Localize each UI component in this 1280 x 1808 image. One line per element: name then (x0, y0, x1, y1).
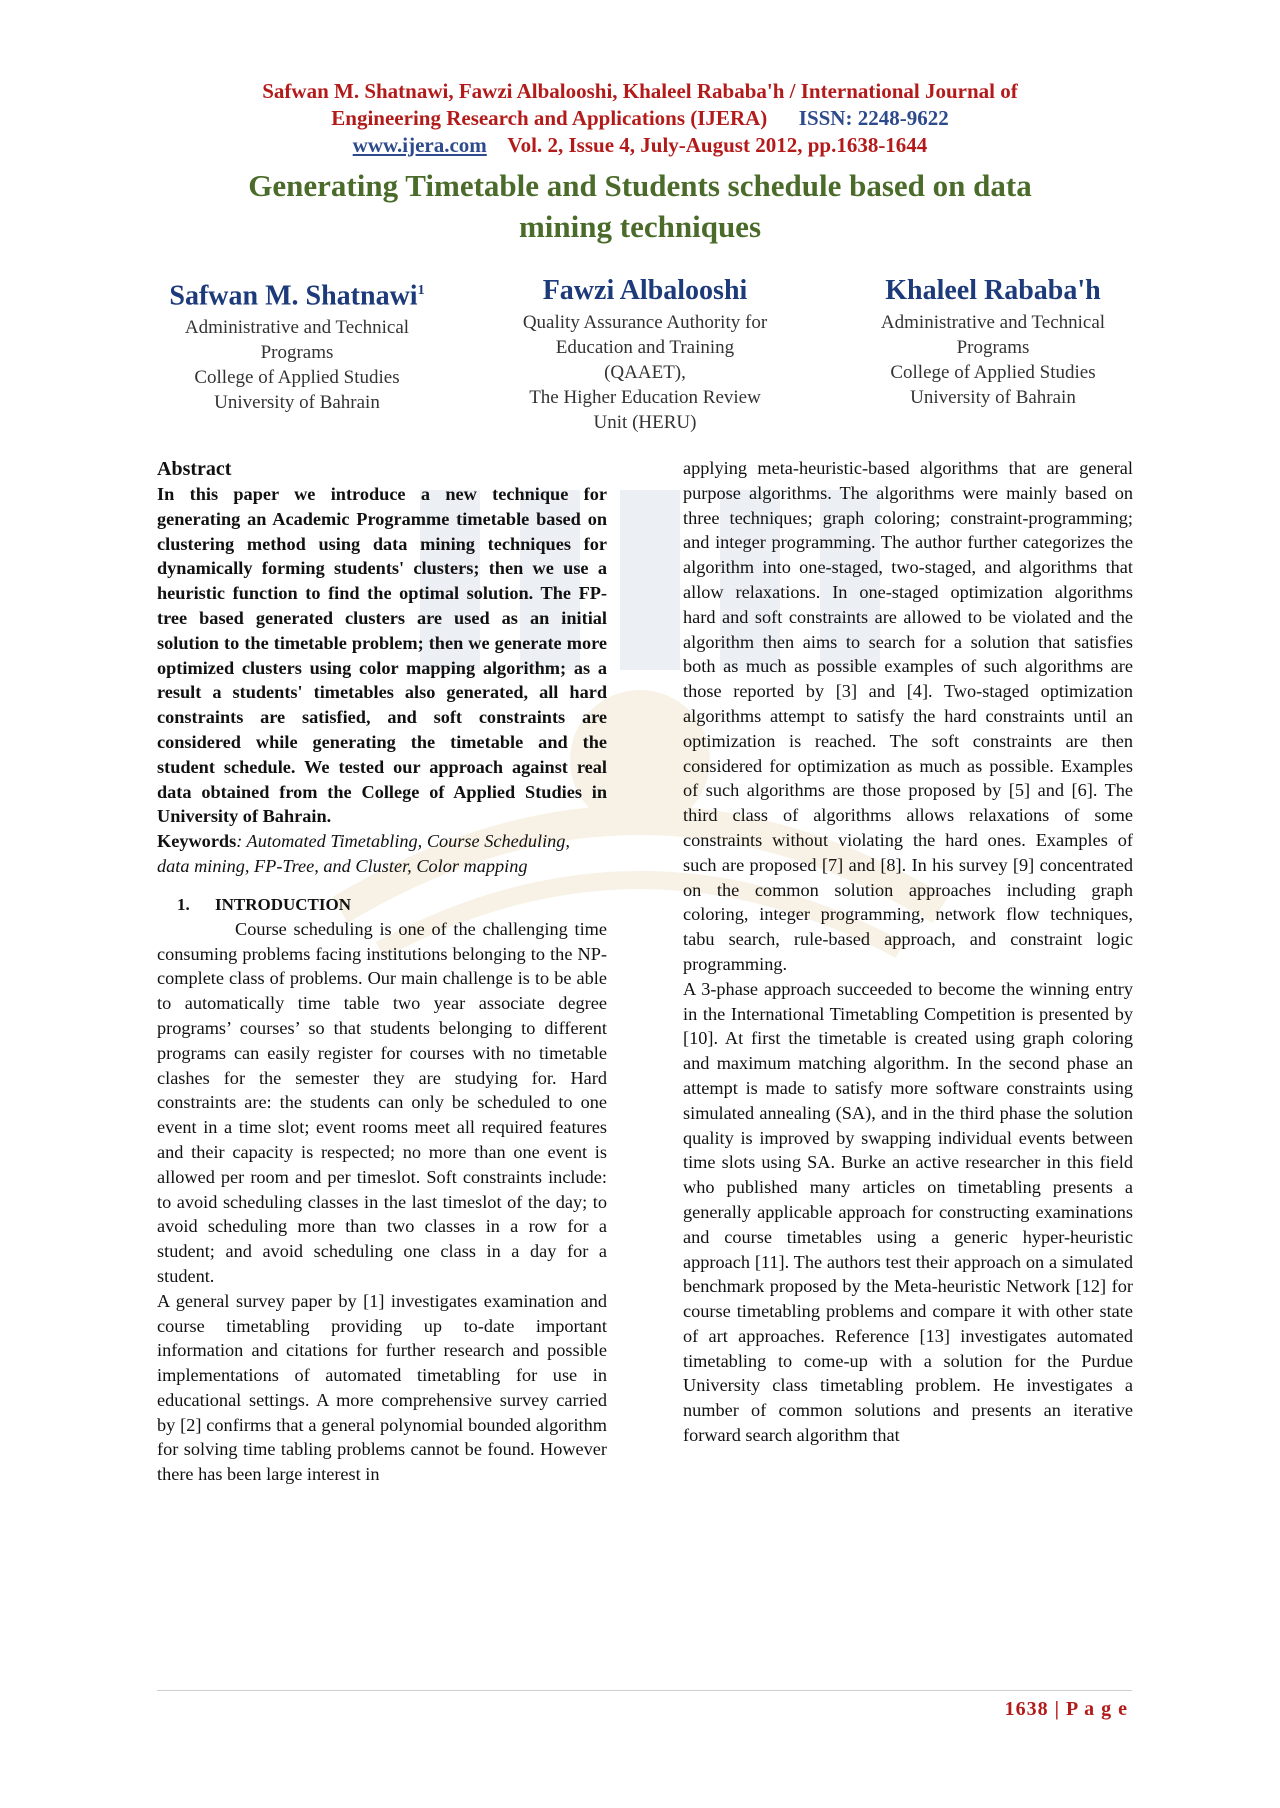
right-column (683, 456, 1133, 1448)
author-1 (127, 274, 467, 415)
website-link[interactable]: www.ijera.com (352, 133, 487, 157)
author-name: Fawzi Albalooshi (542, 275, 748, 306)
author-affiliation: Quality Assurance Authority for Education and Training (QAAET), The Higher Education Review Unit (HERU) (522, 312, 768, 433)
header-line-3 (130, 132, 1150, 159)
header-line-1: Safwan M. Shatnawi, Fawzi Albalooshi, Khaleel Rababa'h / International Journal of (262, 79, 1018, 103)
paper-title (130, 165, 1150, 247)
issn: ISSN: 2248-9622 (798, 106, 949, 130)
author-affiliation: Administrative and Technical Programs College of Applied Studies University of Bahrain (184, 317, 410, 414)
footer-divider (157, 1690, 1132, 1691)
intro-paragraph-1: Course scheduling is one of the challenging time consuming problems facing institutions belonging to the NP-complete class of problems. Our main challenge is to be able to automatically time table two year associate degree programs’ courses’ so that students belonging to different programs can easily register for courses with no timetable clashes for the semester they are studying for. Hard constraints are: the students can only be scheduled to one event in a time slot; event rooms meet all required features and their capacity is respected; no more than one event is allowed per room and per timeslot. Soft constraints include: to avoid scheduling classes in the last timeslot of the day; to avoid scheduling more than two classes in a row for a student; and avoid scheduling one class in a day for a student. (157, 918, 607, 1286)
keywords-text: : Automated Timetabling, Course Scheduling, data mining, FP-Tree, and Cluster, Color mapping (157, 831, 571, 876)
volume-info: Vol. 2, Issue 4, July-August 2012, pp.1638-1644 (507, 133, 928, 157)
page-label: P a g e (1066, 1698, 1128, 1720)
journal-name: Engineering Research and Applications (IJERA) (331, 106, 768, 130)
page-footer (1005, 1696, 1128, 1722)
author-affiliation: Administrative and Technical Programs College of Applied Studies University of Bahrain (880, 312, 1106, 408)
section-number: 1. (177, 894, 190, 914)
author-name: Khaleel Rababa'h (885, 275, 1101, 306)
abstract-text: In this paper we introduce a new technique for generating an Academic Programme timetable based on clustering method using data mining techniques for dynamically forming students' clusters; then we use a heuristic function to find the optimal solution. The FP-tree based generated clusters are used as an initial solution to the timetable problem; then we generate more optimized clusters using color mapping algorithm; as a result a students' timetables also generated, all hard constraints are satisfied, and soft constraints are considered while generating the timetable and the student schedule. We tested our approach against real data obtained from the College of Applied Studies in University of Bahrain. (157, 484, 607, 827)
title-line-1: Generating Timetable and Students schedule based on data (248, 168, 1032, 203)
page-number: 1638 (1004, 1698, 1049, 1720)
abstract-heading: Abstract (157, 458, 232, 480)
keywords-label: Keywords (157, 831, 237, 852)
author-2 (475, 274, 815, 435)
header-line-2 (130, 105, 1150, 132)
right-paragraph-2: A 3-phase approach succeeded to become the winning entry in the International Timetabling Competition is presented by [10]. At first the timetable is created using graph coloring and maximum matching algorithm. In the second phase an attempt is made to satisfy more software constraints using simulated annealing (SA), and in the third phase the solution quality is improved by swapping individual events between time slots using SA. Burke an active researcher in this field who published many articles on timetabling presents a generally applicable approach for constructing examinations and course timetables using a generic hyper-heuristic approach [11]. The authors test their approach on a simulated benchmark proposed by the Meta-heuristic Network [12] for course timetabling problems and compare it with other state of art approaches. Reference [13] investigates automated timetabling to come-up with a solution for the Purdue University class timetabling problem. He investigates a number of common solutions and presents an iterative forward search algorithm that (683, 978, 1133, 1446)
title-line-2: mining techniques (518, 209, 762, 244)
footer-separator: | (1054, 1698, 1060, 1720)
author-superscript: 1 (417, 283, 425, 298)
keywords (157, 829, 607, 879)
section-heading-introduction (157, 893, 607, 917)
right-paragraph-1: applying meta-heuristic-based algorithms that are general purpose algorithms. The algorithms were mainly based on three techniques; graph coloring; constraint-programming; and integer programming. The author further categorizes the algorithm into one-staged, two-staged, and algorithms that allow relaxations. In one-staged optimization algorithms hard and soft constraints are allowed to be violated and the algorithm then aims to search for a solution that satisfies both as much as possible examples of such algorithms are those reported by [3] and [4]. Two-staged optimization algorithms attempt to satisfy the hard constraints until an optimization is reached. The soft constraints are then considered for optimization as much as possible. Examples of such algorithms are those proposed by [5] and [6]. The third class of algorithms allows relaxations of some constraints without violating the hard ones. Examples of such are proposed [7] and [8]. In his survey [9] concentrated on the common solution approaches including graph coloring, integer programming, network flow techniques, tabu search, rule-based approach, and constraint logic programming. (683, 458, 1133, 974)
left-column (157, 456, 607, 1487)
section-title: INTRODUCTION (215, 894, 352, 914)
author-3 (823, 274, 1163, 410)
journal-header (130, 78, 1150, 159)
intro-paragraph-2: A general survey paper by [1] investigates examination and course timetabling providing up to-date important information and citations for further research and possible implementations of automated timetabling for use in educational settings. A more comprehensive survey carried by [2] confirms that a general polynomial bounded algorithm for solving time tabling problems cannot be found. However there has been large interest in (157, 1290, 607, 1485)
author-name: Safwan M. Shatnawi$^1$ (169, 280, 425, 312)
